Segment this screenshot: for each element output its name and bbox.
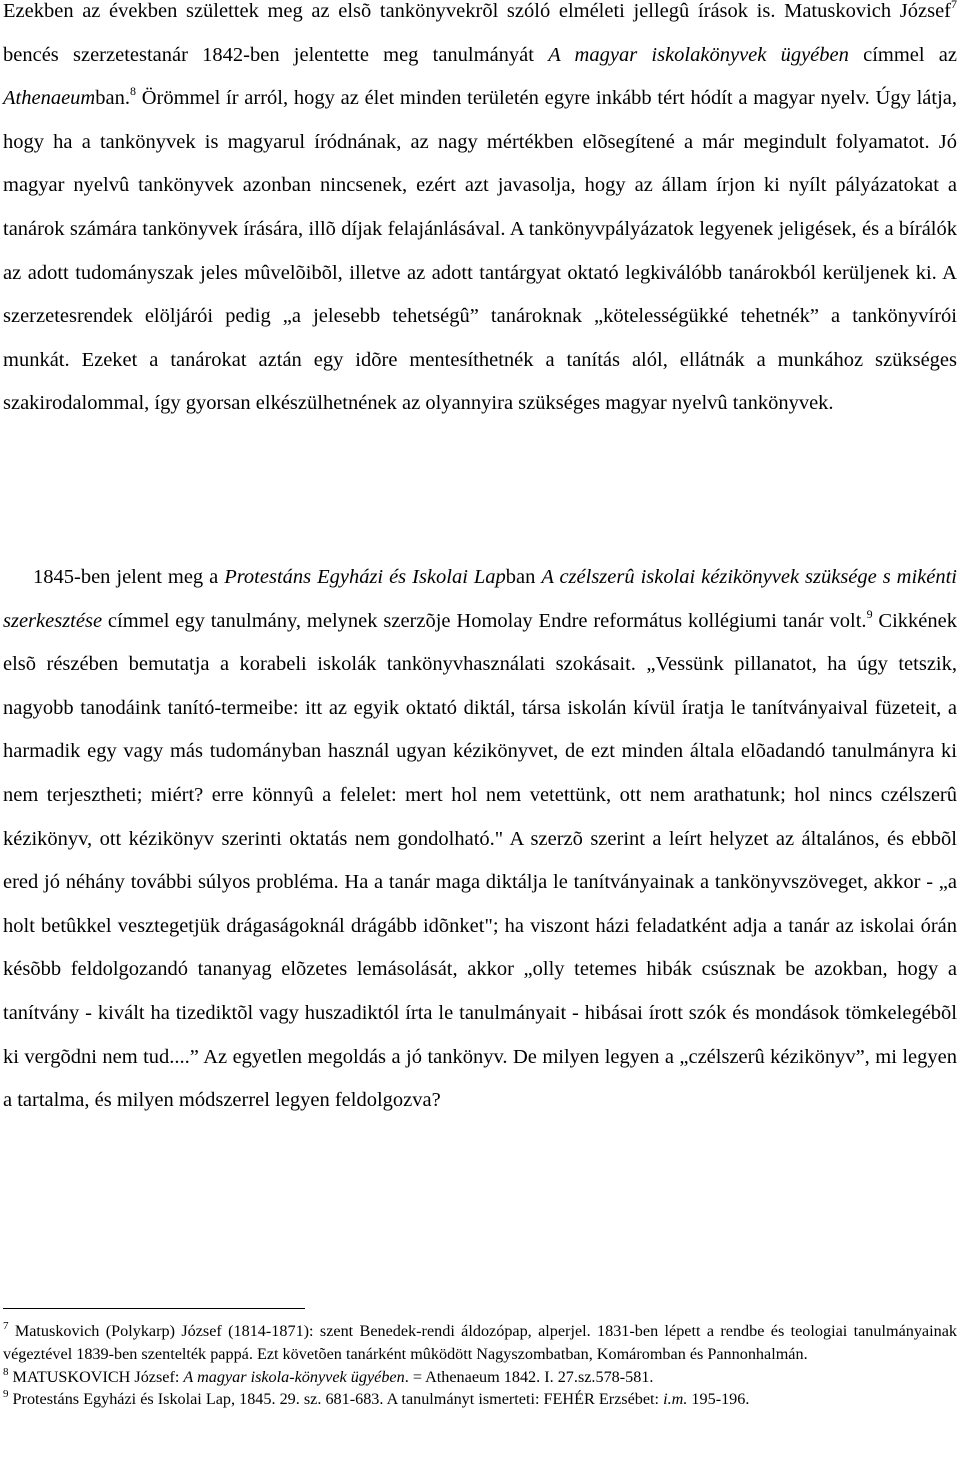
footnote-ref-8: 8 (129, 84, 136, 99)
footnote-text: 195-196. (687, 1390, 750, 1409)
paragraph-1 (3, 0, 957, 426)
footnote-italic-title: A magyar iskola-könyvek ügyében (183, 1367, 405, 1386)
footnote-text: . = Athenaeum 1842. I. 27.sz.578-581. (404, 1367, 654, 1386)
footnote-divider (3, 1308, 305, 1309)
p2-text-4: Cikkének elsõ részében bemutatja a korabeli iskolák tankönyvhasználati szokásait. „Vessünk pillanatot, ha úgy tetszik, nagyobb tanodáink tanító-termeibe: itt az egyik oktató diktál, társa iskolán kívül íratja le tanítványaival füzeteit, a harmadik egy vagy más tudományban használ ugyan kézikönyvet, de ezt minden általa elõadandó tanulmányra ki nem terjesztheti; miért? erre könnyû a felelet: mert hol nem vetettünk, ott nem arathatunk; hol nincs czélszerû kézikönyv, ott kézikönyv szerinti oktatás nem gondolható." A szerzõ szerint a leírt helyzet az általános, és ebbõl ered jó néhány további súlyos probléma. Ha a tanár maga diktálja le tanítványainak a tankönyvszöveget, akkor - „a holt betûkkel vesztegetjük drágaságoknál drágább idõnket"; ha viszont házi feladatként adja a tanár az iskolai órán késõbb feldolgozandó tananyag elõzetes lemásolását, akkor „olly tetemes hibák csúsznak be azokban, hogy a tanítvány - kivált ha tizediktõl vagy huszadiktól írta le tanulmányait - hibásai írott szók és mondások tömkelegébõl ki vergõdni nem tud....” Az egyetlen megoldás a jó tankönyv. De milyen legyen a „czélszerû kézikönyv”, mi legyen a tartalma, és milyen módszerrel legyen feldolgozva? (3, 609, 957, 1112)
p2-italic-journal: Protestáns Egyházi és Iskolai Lap (224, 566, 506, 588)
paragraph-2 (3, 556, 957, 1123)
footnote-number: 9 (3, 1388, 9, 1401)
footnote-9 (3, 1388, 957, 1411)
footnote-ref-9: 9 (866, 606, 873, 621)
p1-italic-journal: Athenaeum (3, 87, 96, 110)
p2-italic-title: A czélszerû iskolai kézikönyvek szüksége s mikénti szerkesztése (3, 566, 957, 632)
footnote-7 (3, 1320, 957, 1366)
footnote-text: Protestáns Egyházi és Iskolai Lap, 1845. 29. sz. 681-683. A tanulmányt ismerteti: FEHÉR Erzsébet: (8, 1390, 664, 1409)
p2-text-2: ban (505, 566, 542, 588)
footnote-text: MATUSKOVICH József: (8, 1367, 184, 1386)
footnotes (3, 1320, 957, 1411)
footnote-number: 8 (3, 1365, 9, 1378)
footnote-number: 7 (3, 1320, 9, 1332)
p2-text-1: 1845-ben jelent meg a (33, 566, 225, 588)
footnote-8 (3, 1366, 957, 1389)
p1-italic-title: A magyar iskolakönyvek ügyében (548, 43, 849, 66)
footnote-ref-7: 7 (951, 0, 957, 11)
footnote-italic-ref: i.m. (663, 1390, 688, 1409)
p1-text-5: Örömmel ír arról, hogy az élet minden területén egyre inkább tért hódít a magyar nyelv. Úgy látja, hogy ha a tankönyvek is magyarul íródnának, az nagy mértékben elõsegítené a már megindult folyamatot. Jó magyar nyelvû tankönyvek azonban nincsenek, ezért azt javasolja, hogy az állam írjon ki nyílt pályázatokat a tanárok számára tankönyvek írására, illõ díjak felajánlásával. A tankönyvpályázatok legyenek jeligések, és a bírálók az adott tudományszak jeles mûvelõibõl, illetve az adott tantárgyat oktató legkiválóbb tanárokból kerüljenek ki. A szerzetesrendek elöljárói pedig „a jelesebb tehetségû” tanároknak „kötelességükké tehetnék” a tankönyvírói munkát. Ezeket a tanárokat aztán egy idõre mentesíthetnék a tanítás alól, ellátnák a munkához szükséges szakirodalommal, így gyorsan elkészülhetnének az olyannyira szükséges magyar nyelvû tankönyvek. (3, 87, 957, 415)
p1-text-2: bencés szerzetestanár 1842-ben jelentette meg tanulmányát (3, 43, 549, 66)
p1-text-3: címmel az (848, 43, 958, 66)
p1-text-1: Ezekben az években születtek meg az elsõ tankönyvekrõl szóló elméleti jellegû írások is. Matuskovich József (3, 0, 951, 22)
p2-text-3: címmel egy tanulmány, melynek szerzõje Homolay Endre református kollégiumi tanár volt. (102, 609, 867, 632)
footnote-text: Matuskovich (Polykarp) József (1814-1871): szent Benedek-rendi áldozópap, alperjel. 1831-ben lépett a rendbe és teologiai tanulmányainak végeztével 1839-ben szentelték pappá. Ezt követõen tanárként mûködött Nagyszombatban, Komáromban és Pannonhalmán. (3, 1322, 957, 1363)
p1-text-4: ban. (95, 87, 130, 110)
